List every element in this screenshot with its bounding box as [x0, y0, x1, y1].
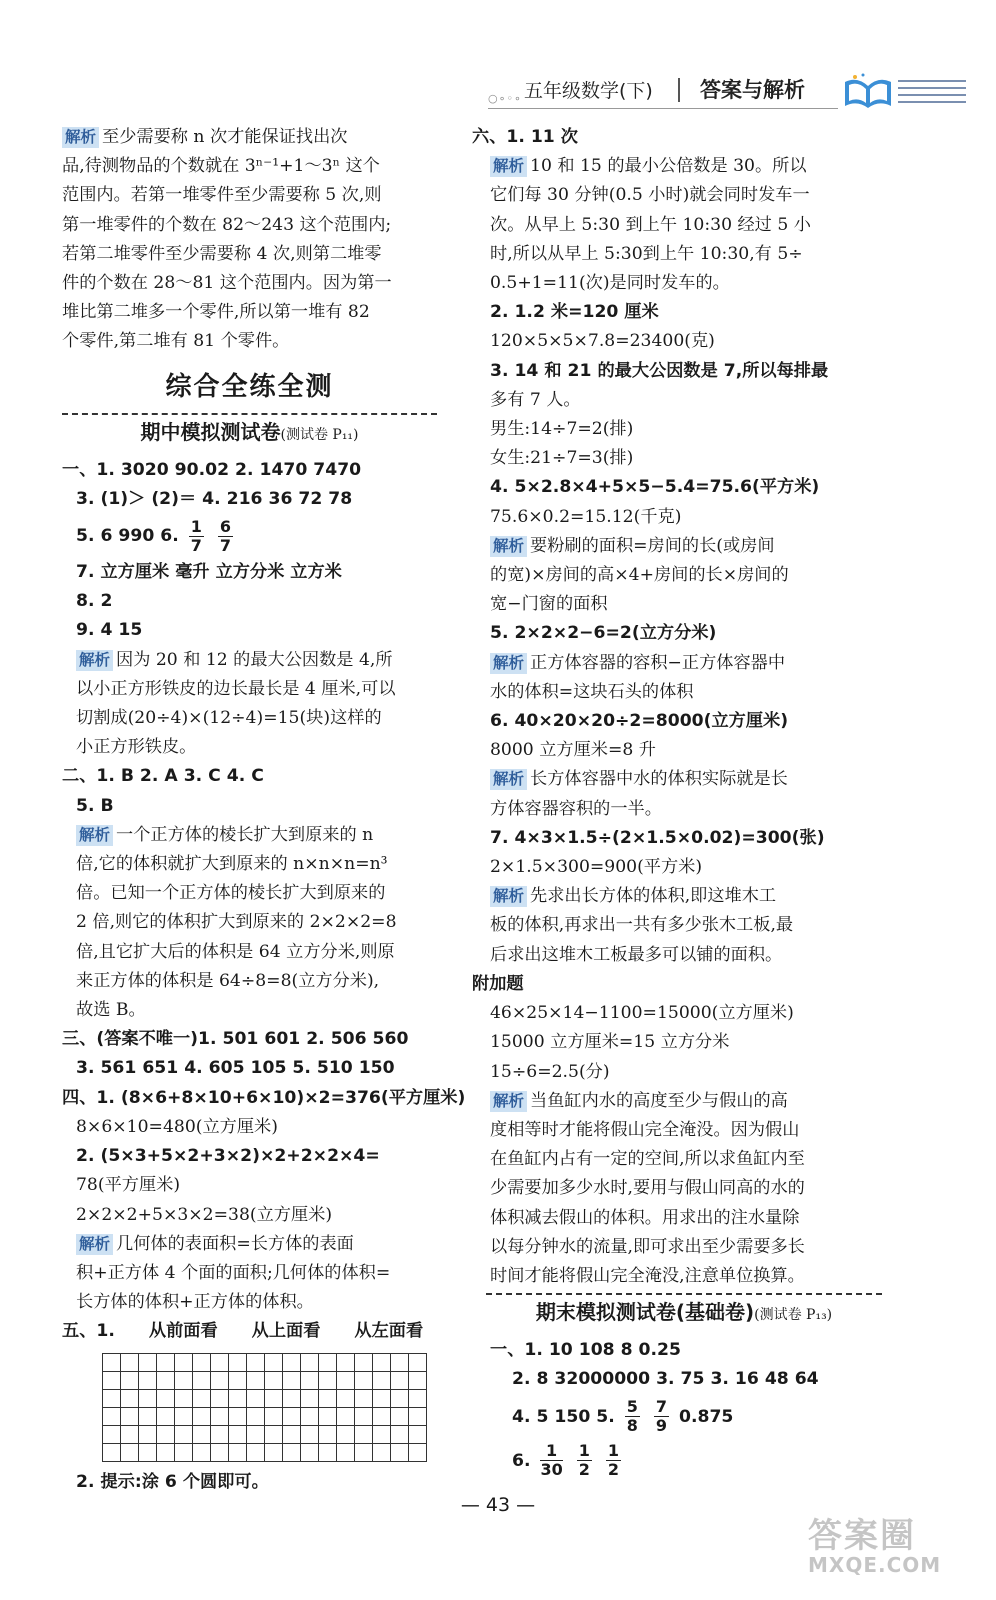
- explanation-line: 解析 因为 20 和 12 的最大公因数是 4,所: [62, 646, 437, 675]
- intro-line: 件的个数在 28～81 这个范围内。因为第一: [62, 273, 392, 294]
- answer-line: 女生:21÷7=3(排): [490, 448, 634, 469]
- answer-line: 六、1. 11 次: [472, 127, 578, 147]
- section-title: 综合全练全测: [165, 371, 334, 402]
- intro-line-1: 解析 至少需要称 n 次才能保证找出次: [62, 123, 437, 152]
- decorative-dots: ○∘◦∘: [488, 92, 522, 105]
- midterm-exam-title: 期中模拟测试卷(测试卷 P₁₁): [62, 413, 437, 452]
- explanation-line: 解析 正方体容器的容积−正方体容器中: [472, 649, 882, 678]
- explanation-line: 2 倍,则它的体积扩大到原来的 2×2×2=8: [76, 912, 397, 933]
- analysis-tag: 解析: [490, 1091, 527, 1112]
- header-title: 答案与解析: [700, 78, 805, 102]
- explanation-line: 水的体积=这块石头的体积: [490, 681, 694, 702]
- explanation-line: 次。从早上 5:30 到上午 10:30 经过 5 小: [490, 214, 811, 235]
- explanation-line: 解析 先求出长方体的体积,即这堆木工: [472, 882, 882, 911]
- explanation-line: 后求出这堆木工板最多可以铺的面积。: [490, 944, 783, 965]
- explanation-line: 解析 一个正方体的棱长扩大到原来的 n: [62, 821, 437, 850]
- explanation-line: 少需要加多少水时,要用与假山同高的水的: [490, 1178, 805, 1199]
- explanation-line: 板的体积,再求出一共有多少张木工板,最: [490, 915, 794, 936]
- answer-line-fractions: 5. 6 990 6. $\frac{1}{7}$ $\frac{6}{7}$: [76, 516, 232, 555]
- answer-line: 5. 2×2×2−6=2(立方分米): [490, 623, 717, 644]
- answer-line: 三、(答案不唯一)1. 501 601 2. 506 560: [62, 1029, 409, 1050]
- explanation-line: 切割成(20÷4)×(12÷4)=15(块)这样的: [76, 708, 382, 729]
- intro-line: 品,待测物品的个数就在 3ⁿ⁻¹+1～3ⁿ 这个: [62, 156, 380, 177]
- explanation-line: 解析 10 和 15 的最小公倍数是 30。所以: [472, 152, 882, 181]
- fraction: $\frac{1}{2}$: [578, 1441, 590, 1480]
- analysis-tag: 解析: [62, 127, 99, 148]
- left-column: [62, 123, 466, 1497]
- answer-line-fractions: 6. $\frac{1}{30}$ $\frac{1}{2}$ $\frac{1}{2}$: [512, 1441, 619, 1480]
- explanation-line: 解析 当鱼缸内水的高度至少与假山的高: [472, 1087, 882, 1116]
- drawing-grid: [102, 1353, 427, 1462]
- answer-line: 2. (5×3+5×2+3×2)×2+2×2×4=: [76, 1146, 380, 1167]
- intro-line: 第一堆零件的个数在 82～243 这个范围内;: [62, 214, 392, 235]
- watermark-logo: 答案圈 MXQE.COM: [808, 1516, 942, 1577]
- final-exam-title: 期末模拟测试卷(基础卷)(测试卷 P₁₃): [486, 1293, 882, 1332]
- answer-line: 2. 8 32000000 3. 75 3. 16 48 64: [512, 1369, 819, 1390]
- explanation-line: 0.5+1=11(次)是同时发车的。: [490, 273, 730, 294]
- answer-line: 9. 4 15: [76, 620, 143, 641]
- answer-line: 15000 立方厘米=15 立方分米: [490, 1032, 730, 1053]
- analysis-tag: 解析: [490, 536, 527, 557]
- intro-line: 堆比第二堆多一个零件,所以第一堆有 82: [62, 302, 370, 323]
- explanation-line: 方体容器容积的一半。: [490, 798, 662, 819]
- explanation-line: 时,所以从早上 5:30到上午 10:30,有 5÷: [490, 243, 803, 264]
- answer-line: 3. 561 651 4. 605 105 5. 510 150: [76, 1058, 395, 1079]
- answer-line: 2. 提示:涂 6 个圆即可。: [76, 1471, 269, 1492]
- intro-line: 若第二堆零件至少需要称 4 次,则第二堆零: [62, 243, 382, 264]
- views-labels: 五、1. 从前面看 从上面看 从左面看: [62, 1321, 424, 1342]
- fraction: $\frac{5}{8}$: [626, 1397, 638, 1436]
- explanation-line: 积+正方体 4 个面的面积;几何体的体积=: [76, 1262, 391, 1283]
- fraction: $\frac{1}{30}$: [540, 1441, 563, 1480]
- answer-line: 120×5×5×7.8=23400(克): [490, 331, 715, 352]
- analysis-tag: 解析: [490, 886, 527, 907]
- explanation-line: 时间才能将假山完全淹没,注意单位换算。: [490, 1265, 805, 1286]
- explanation-line: 倍,且它扩大后的体积是 64 立方分米,则原: [76, 941, 395, 962]
- book-title: 五年级数学(下): [524, 80, 653, 102]
- explanation-line: 小正方形铁皮。: [76, 737, 197, 758]
- answer-line: 75.6×0.2=15.12(千克): [490, 506, 682, 527]
- fraction: $\frac{6}{7}$: [219, 516, 232, 555]
- header-underline: [488, 108, 838, 109]
- open-book-logo-icon: [841, 72, 895, 112]
- answer-line: 2. 1.2 米=120 厘米: [490, 302, 659, 323]
- answer-line: 3. (1)＞ (2)＝ 4. 216 36 72 78: [76, 488, 353, 509]
- answer-line: 一、1. 10 108 8 0.25: [490, 1340, 681, 1361]
- explanation-line: 倍。已知一个正方体的棱长扩大到原来的: [76, 883, 386, 904]
- answer-line-fractions: 4. 5 150 5. $\frac{5}{8}$ $\frac{7}{9}$ 0.875: [512, 1397, 734, 1436]
- answer-line: 2×1.5×300=900(平方米): [490, 857, 703, 878]
- analysis-tag: 解析: [490, 769, 527, 790]
- bonus-title: 附加题: [472, 973, 524, 994]
- explanation-line: 解析 几何体的表面积=长方体的表面: [62, 1230, 437, 1259]
- explanation-line: 的宽)×房间的高×4+房间的长×房间的: [490, 565, 789, 586]
- answer-line: 男生:14÷7=2(排): [490, 419, 634, 440]
- right-column: [472, 123, 882, 1483]
- answer-line: 7. 立方厘米 毫升 立方分米 立方米: [76, 562, 342, 583]
- explanation-line: 宽−门窗的面积: [490, 594, 608, 615]
- analysis-tag: 解析: [76, 650, 113, 671]
- explanation-line: 以小正方形铁皮的边长最长是 4 厘米,可以: [76, 678, 396, 699]
- answer-line: 8. 2: [76, 591, 113, 612]
- explanation-line: 解析 长方体容器中水的体积实际就是长: [472, 765, 882, 794]
- explanation-line: 它们每 30 分钟(0.5 小时)就会同时发车一: [490, 185, 810, 206]
- explanation-line: 故选 B。: [76, 1000, 146, 1021]
- analysis-tag: 解析: [76, 825, 113, 846]
- answer-line: 7. 4×3×1.5÷(2×1.5×0.02)=300(张): [490, 827, 825, 848]
- intro-line: 范围内。若第一堆零件至少需要称 5 次,则: [62, 185, 382, 206]
- answer-line: 多有 7 人。: [490, 389, 581, 410]
- explanation-line: 体积减去假山的体积。用求出的注水量除: [490, 1207, 800, 1228]
- analysis-tag: 解析: [76, 1234, 113, 1255]
- answer-line: 四、1. (8×6+8×10+6×10)×2=376(平方厘米): [62, 1087, 466, 1108]
- answer-line: 15÷6=2.5(分): [490, 1061, 610, 1082]
- header-divider: [678, 78, 680, 102]
- explanation-line: 长方体的体积+正方体的体积。: [76, 1292, 314, 1313]
- explanation-line: 度相等时才能将假山完全淹没。因为假山: [490, 1119, 800, 1140]
- page-number: — 43 —: [460, 1494, 536, 1516]
- answer-line: 78(平方厘米): [76, 1175, 181, 1196]
- answer-line: 4. 5×2.8×4+5×5−5.4=75.6(平方米): [490, 477, 820, 498]
- answer-line: 一、1. 3020 90.02 2. 1470 7470: [62, 459, 362, 480]
- answer-line: 8000 立方厘米=8 升: [490, 740, 656, 761]
- answer-line: 6. 40×20×20÷2=8000(立方厘米): [490, 711, 789, 732]
- header-rules: [898, 80, 966, 108]
- answer-line: 46×25×14−1100=15000(立方厘米): [490, 1003, 794, 1024]
- page-header: [488, 70, 974, 120]
- explanation-line: 解析 要粉刷的面积=房间的长(或房间: [472, 532, 882, 561]
- fraction: $\frac{1}{2}$: [607, 1441, 619, 1480]
- analysis-tag: 解析: [490, 653, 527, 674]
- answer-line: 8×6×10=480(立方厘米): [76, 1116, 278, 1137]
- fraction: $\frac{7}{9}$: [655, 1397, 668, 1436]
- answer-line: 二、1. B 2. A 3. C 4. C: [62, 766, 264, 787]
- fraction: $\frac{1}{7}$: [190, 516, 202, 555]
- answer-line: 2×2×2+5×3×2=38(立方厘米): [76, 1204, 333, 1225]
- explanation-line: 来正方体的体积是 64÷8=8(立方分米),: [76, 970, 380, 991]
- analysis-tag: 解析: [490, 156, 527, 177]
- explanation-line: 倍,它的体积就扩大到原来的 n×n×n=n³: [76, 854, 388, 875]
- answer-line: 5. B: [76, 795, 114, 816]
- explanation-line: 以每分钟水的流量,即可求出至少需要多长: [490, 1236, 805, 1257]
- answer-line: 3. 14 和 21 的最大公因数是 7,所以每排最: [490, 360, 829, 381]
- intro-line: 个零件,第二堆有 81 个零件。: [62, 331, 290, 352]
- explanation-line: 在鱼缸内占有一定的空间,所以求鱼缸内至: [490, 1149, 805, 1170]
